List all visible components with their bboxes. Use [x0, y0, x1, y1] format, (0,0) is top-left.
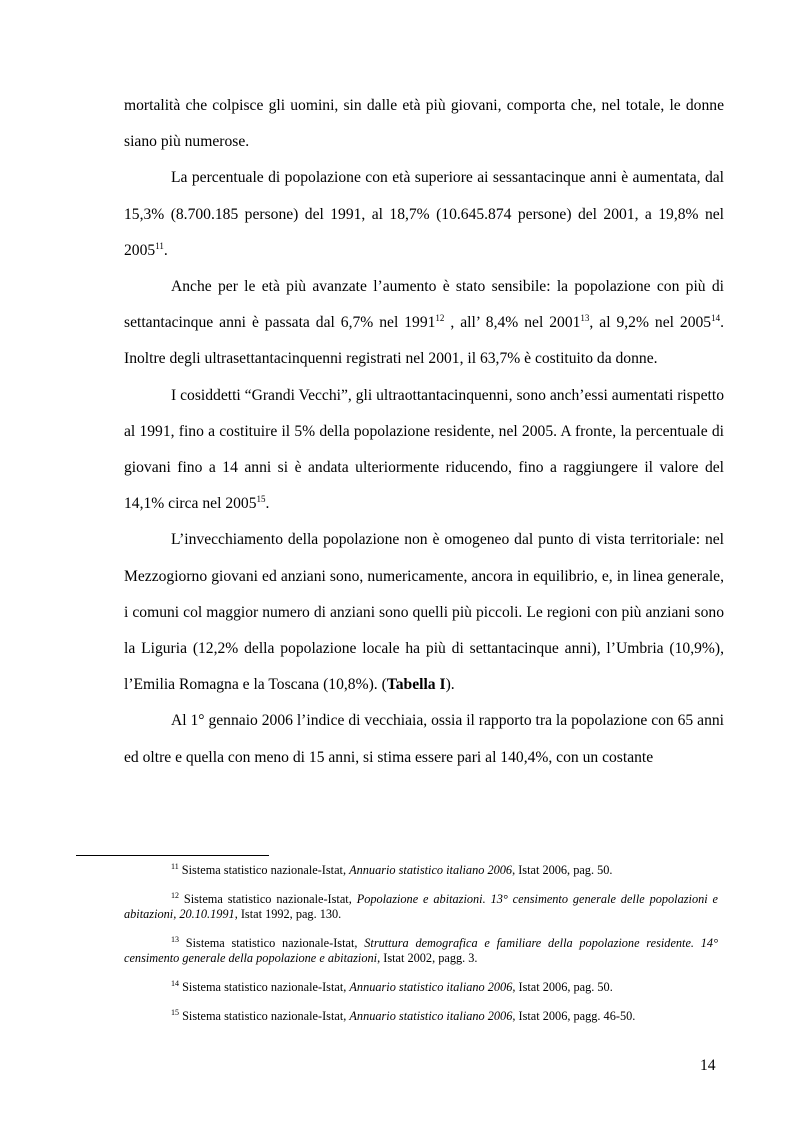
- footnote-number: 11: [171, 862, 179, 871]
- footnote-title: Popolazione e abitazioni. 13° censimento generale delle popolazioni e abitazioni, 20.10.1991: [124, 892, 719, 921]
- footnote-text: Sistema statistico nazionale-Istat,: [178, 863, 350, 877]
- footnote-text: Sistema statistico nazionale-Istat,: [179, 936, 365, 951]
- footnote-text: Sistema statistico nazionale-Istat,: [179, 892, 357, 907]
- paragraph-grandi-vecchi: [124, 378, 724, 523]
- body-text: [124, 88, 724, 776]
- paragraph-old-age-index: [124, 703, 724, 775]
- page-number: 14: [700, 1057, 716, 1074]
- footnote-title: Annuario statistico italiano 2006: [349, 1009, 513, 1024]
- footnote-text: Sistema statistico nazionale-Istat,: [179, 1009, 350, 1024]
- footnote-12: [124, 892, 718, 921]
- footnote-text: , Istat 1992, pag. 130.: [234, 906, 342, 921]
- paragraph-text: mortalità che colpisce gli uomini, sin dalle età più giovani, comporta che, nel totale, le donne siano più numerose.: [124, 97, 724, 151]
- paragraph-text: ).: [445, 676, 455, 694]
- paragraph-text: .: [265, 495, 270, 513]
- paragraph-text: , all’ 8,4% nel 2001: [444, 314, 581, 332]
- paragraph-territorial: [124, 522, 724, 703]
- footnote-ref-12[interactable]: 12: [435, 313, 445, 324]
- paragraph-text: .: [163, 241, 168, 259]
- footnote-14: [124, 980, 718, 994]
- paragraph-text: . Inoltre degli ultrasettantacinquenni registrati nel 2001, il 63,7% è costituito da donne.: [124, 314, 725, 368]
- footnote-ref-11[interactable]: 11: [155, 240, 164, 251]
- footnote-text: , Istat 2006, pag. 50.: [512, 863, 613, 877]
- footnote-separator: [76, 855, 269, 856]
- paragraph-text: La percentuale di popolazione con età superiore ai sessantacinque anni è aumentata, dal 15,3% (8.700.185 persone) del 1991, al 18,7% (10.645.874 persone) del 2001, a 19,8% nel 2005: [124, 169, 724, 259]
- paragraph-over-65: [124, 160, 724, 269]
- footnote-ref-13[interactable]: 13: [580, 313, 590, 324]
- footnote-text: Sistema statistico nazionale-Istat,: [179, 980, 350, 995]
- paragraph-text: Anche per le età più avanzate l’aumento è stato sensibile: la popolazione con più di settantacinque anni è passata dal 6,7% nel 1991: [124, 278, 724, 332]
- footnote-title: Annuario statistico italiano 2006: [349, 980, 513, 995]
- footnote-13: [124, 936, 718, 965]
- paragraph-text: , al 9,2% nel 2005: [589, 314, 712, 332]
- paragraph-continuation: [124, 88, 724, 160]
- paragraph-text: L’invecchiamento della popolazione non è omogeneo dal punto di vista territoriale: nel Mezzogiorno giovani ed anziani sono, numericamente, ancora in equilibrio, e, in linea generale, i comuni col maggior numero di anziani sono quelli più piccoli. Le regioni con più anziani sono la Liguria (12,2% della popolazione locale ha più di settantacinque anni), l’Umbria (10,9%), l’Emilia Romagna e la Toscana (10,8%). (: [124, 531, 724, 694]
- footnote-title: Annuario statistico italiano 2006: [349, 863, 513, 877]
- footnote-text: , Istat 2006, pag. 50.: [512, 980, 613, 995]
- footnote-text: , Istat 2002, pagg. 3.: [377, 950, 478, 965]
- paragraph-over-75: [124, 269, 724, 378]
- footnote-title: Struttura demografica e familiare della popolazione residente. 14° censimento generale della popolazione e abitazioni: [124, 936, 719, 965]
- footnote-number: 13: [171, 935, 179, 945]
- footnote-ref-15[interactable]: 15: [256, 494, 266, 505]
- footnote-number: 12: [171, 891, 179, 901]
- footnote-number: 15: [171, 1008, 179, 1018]
- footnote-text: , Istat 2006, pagg. 46-50.: [512, 1009, 636, 1024]
- footnotes: [124, 863, 718, 1039]
- paragraph-text: Al 1° gennaio 2006 l’indice di vecchiaia, ossia il rapporto tra la popolazione con 65 anni ed oltre e quella con meno di 15 anni, si stima essere pari al 140,4%, con un costante: [124, 712, 724, 766]
- footnote-number: 14: [171, 979, 179, 989]
- table-reference[interactable]: Tabella I: [386, 676, 446, 694]
- footnote-15: [124, 1009, 718, 1023]
- footnote-ref-14[interactable]: 14: [711, 313, 721, 324]
- paragraph-text: I cosiddetti “Grandi Vecchi”, gli ultraottantacinquenni, sono anch’essi aumentati rispetto al 1991, fino a costituire il 5% della popolazione residente, nel 2005. A fronte, la percentuale di giovani fino a 14 anni si è andata ulteriormente riducendo, fino a raggiungere il valore del 14,1% circa nel 2005: [124, 386, 724, 513]
- footnote-11: [124, 863, 718, 877]
